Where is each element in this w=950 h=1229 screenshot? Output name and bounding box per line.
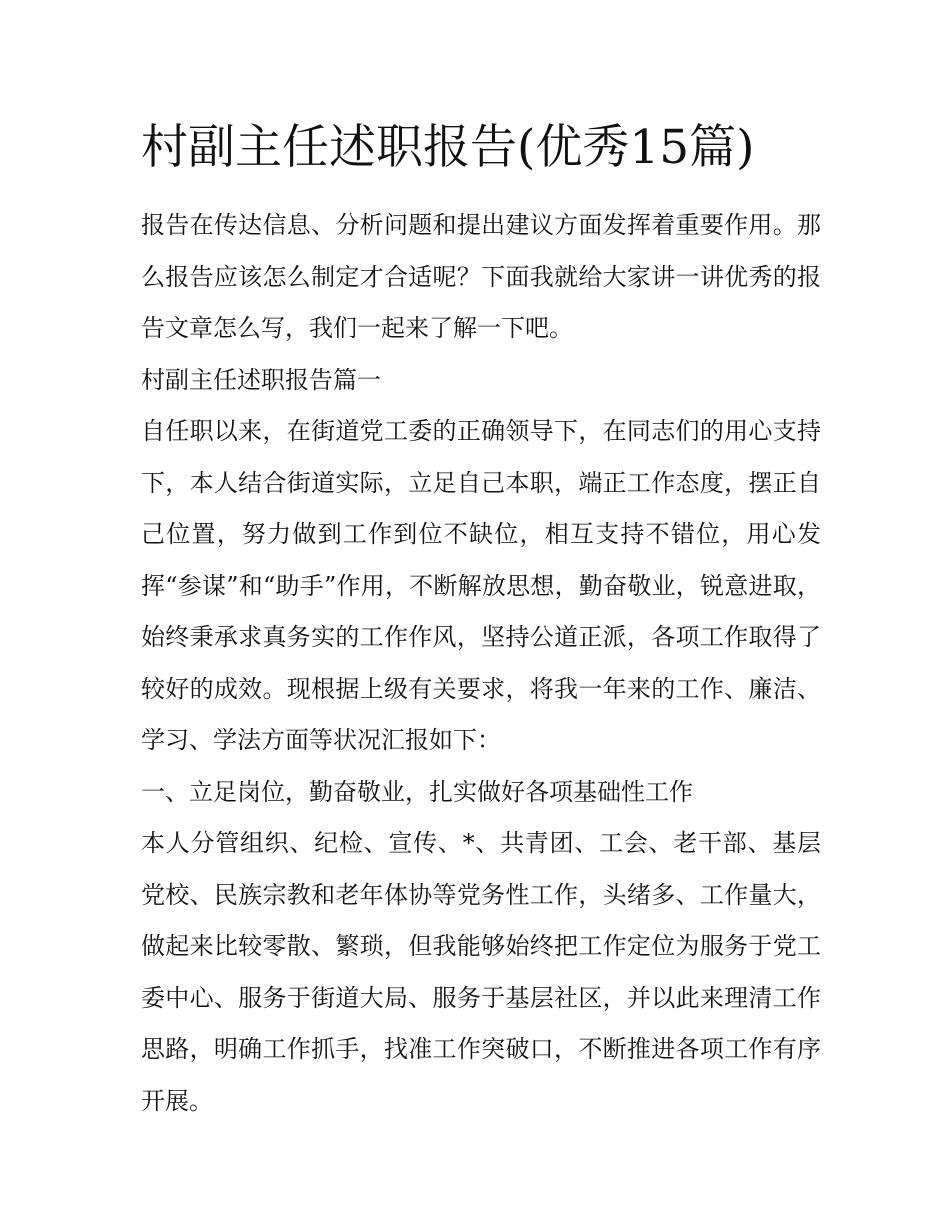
intro-paragraph: 报告在传达信息、分析问题和提出建议方面发挥着重要作用。那么报告应该怎么制定才合适呢？下面我就给大家讲一讲优秀的报告文章怎么写，我们一起来了解一下吧。 xyxy=(141,211,821,342)
document-content xyxy=(141,118,821,1127)
body-paragraph: 自任职以来，在街道党工委的正确领导下，在同志们的用心支持下，本人结合街道实际，立足自己本职，端正工作态度，摆正自己位置，努力做到工作到位不缺位，相互支持不错位，用心发挥“参谋”和“助手”作用，不断解放思想，勤奋敬业，锐意进取，始终秉承求真务实的工作作风，坚持公道正派，各项工作取得了较好的成效。现根据上级有关要求，将我一年来的工作、廉洁、学习、学法方面等状况汇报如下： xyxy=(141,417,821,754)
document-body xyxy=(141,200,821,1127)
body-paragraph: 本人分管组织、纪检、宣传、*、共青团、工会、老干部、基层党校、民族宗教和老年体协等党务性工作，头绪多、工作量大，做起来比较零散、繁琐，但我能够始终把工作定位为服务于党工委中心、服务于街道大局、服务于基层社区，并以此来理清工作思路，明确工作抓手，找准工作突破口，不断推进各项工作有序开展。 xyxy=(141,829,821,1115)
section-heading: 村副主任述职报告篇一 xyxy=(141,365,381,394)
document-title: 村副主任述职报告(优秀15篇) xyxy=(141,120,755,175)
subsection-heading: 一、立足岗位，勤奋敬业，扎实做好各项基础性工作 xyxy=(141,777,693,806)
